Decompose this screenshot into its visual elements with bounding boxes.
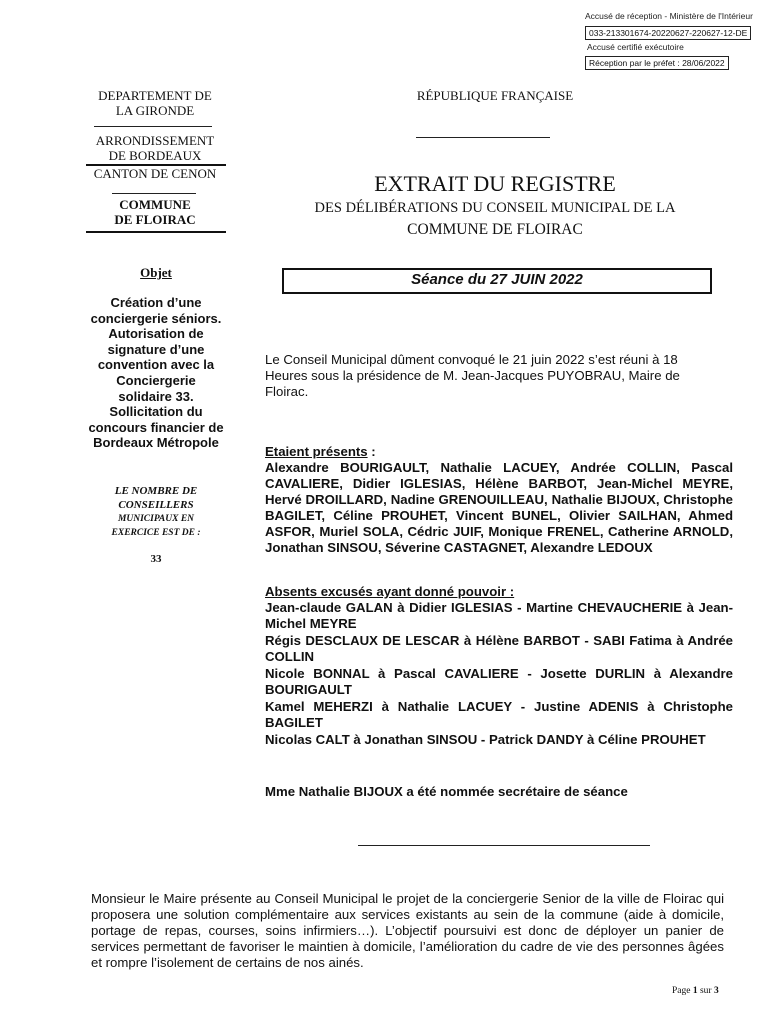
objet-line: Sollicitation du [109, 404, 203, 420]
nombre-line-1: LE NOMBRE DE [114, 485, 198, 497]
presents-section [265, 444, 733, 556]
absent-entry: Régis DESCLAUX DE LESCAR à Hélène BARBOT - SABI Fatima à Andrée COLLIN [265, 633, 733, 664]
stamp-title: Accusé de réception - Ministère de l'Intérieur [585, 11, 753, 21]
nombre-conseillers-value: 33 [150, 553, 162, 565]
commune [80, 197, 230, 227]
page-mid: sur [697, 986, 714, 996]
presents-list: Alexandre BOURIGAULT, Nathalie LACUEY, Andrée COLLIN, Pascal CAVALIERE, Didier IGLESIAS, Hélène BARBOT, Jean-Michel MEYRE, Hervé DROILLARD, Nadine GRENOUILLEAU, Nathalie BIJOUX, Christophe BAGILET, Céline PROUHET, Vincent BUNEL, Olivier SAILHAN, Ahmed ASFOR, Muriel SOLA, Cédric JUIF, Monique FRENEL, Catherine ARNOLD, Jonathan SINSOU, Séverine CASTAGNET, Alexandre LEDOUX [265, 460, 733, 555]
page-subtitle [270, 198, 720, 240]
divider-thick [86, 231, 226, 233]
subtitle-line-1: DES DÉLIBÉRATIONS DU CONSEIL MUNICIPAL DE LA [314, 200, 676, 216]
page-number [672, 986, 719, 996]
absents-section [265, 584, 733, 748]
objet-text [76, 295, 236, 451]
divider [112, 193, 196, 194]
presentation-paragraph: Monsieur le Maire présente au Conseil Municipal le projet de la conciergerie Senior de la ville de Floirac qui proposera une solution complémentaire aux services existants au sein de la commune (aide à domicile, portage de repas, courses, soins infirmiers…). L’objectif poursuivi est donc de déployer un panier de services permettant de favoriser le maintien à domicile, l’amélioration du cadre de vie des personnes âgées et rompre l’isolement de certains de nos ainés. [91, 891, 724, 970]
absent-entry: Kamel MEHERZI à Nathalie LACUEY - Justine ADENIS à Christophe BAGILET [265, 699, 733, 730]
objet-line: signature d’une [107, 341, 205, 357]
nombre-conseillers [78, 484, 234, 540]
absent-entry: Nicolas CALT à Jonathan SINSOU - Patrick DANDY à Céline PROUHET [265, 732, 706, 747]
page-total: 3 [713, 986, 719, 996]
divider [416, 137, 550, 138]
page-title: EXTRAIT DU REGISTRE [374, 171, 616, 196]
objet-line: concours financier de [88, 419, 224, 435]
page-current: 1 [692, 986, 698, 996]
convocation-paragraph: Le Conseil Municipal dûment convoqué le 21 juin 2022 s’est réuni à 18 Heures sous la présidence de M. Jean-Jacques PUYOBRAU, Maire de Floirac. [265, 352, 680, 399]
nombre-line-3: MUNICIPAUX EN [117, 514, 195, 524]
objet-line: Bordeaux Métropole [93, 435, 219, 451]
republique-francaise: RÉPUBLIQUE FRANÇAISE [416, 88, 574, 103]
departement-line-2: LA GIRONDE [115, 103, 195, 118]
stamp-reference: 033-213301674-20220627-220627-12-DE [585, 26, 751, 40]
commune-line-1: COMMUNE [119, 197, 191, 212]
absents-heading: Absents excusés ayant donné pouvoir : [265, 584, 515, 599]
seance-date-box [282, 268, 712, 294]
secretaire-seance: Mme Nathalie BIJOUX a été nommée secrétaire de séance [265, 784, 628, 799]
presents-label: Etaient présents [265, 444, 368, 459]
subtitle-line-2: COMMUNE DE FLOIRAC [407, 221, 583, 238]
absent-entry: Jean-claude GALAN à Didier IGLESIAS - Martine CHEVAUCHERIE à Jean-Michel MEYRE [265, 600, 733, 631]
commune-line-2: DE FLOIRAC [114, 212, 196, 227]
arrondissement-line-2: DE BORDEAUX [108, 148, 202, 163]
presents-colon: : [367, 444, 376, 459]
arrondissement [80, 133, 230, 163]
objet-line: convention avec la [97, 357, 215, 373]
arrondissement-line-1: ARRONDISSEMENT [95, 133, 215, 148]
absent-entry: Nicole BONNAL à Pascal CAVALIERE - Josette DURLIN à Alexandre BOURIGAULT [265, 666, 733, 697]
objet-line: conciergerie séniors. [90, 310, 222, 326]
nombre-line-4: EXERCICE EST DE : [111, 528, 201, 538]
objet-line: Autorisation de [108, 326, 204, 342]
objet-line: Création d’une [110, 295, 202, 310]
objet-label: Objet [140, 265, 172, 280]
divider [94, 126, 212, 127]
nombre-line-2: CONSEILLERS [118, 499, 194, 511]
canton: CANTON DE CENON [93, 166, 217, 181]
objet-line: solidaire 33. [118, 388, 194, 404]
departement [80, 88, 230, 118]
seance-date: Séance du 27 JUIN 2022 [411, 271, 583, 288]
page-prefix: Page [672, 986, 693, 996]
stamp-executoire: Accusé certifié exécutoire [587, 42, 684, 52]
objet-line: Conciergerie [116, 372, 196, 388]
stamp-reception-date: Réception par le préfet : 28/06/2022 [585, 56, 729, 70]
departement-line-1: DEPARTEMENT DE [98, 88, 212, 103]
presents-heading [265, 444, 733, 460]
divider [358, 845, 650, 846]
